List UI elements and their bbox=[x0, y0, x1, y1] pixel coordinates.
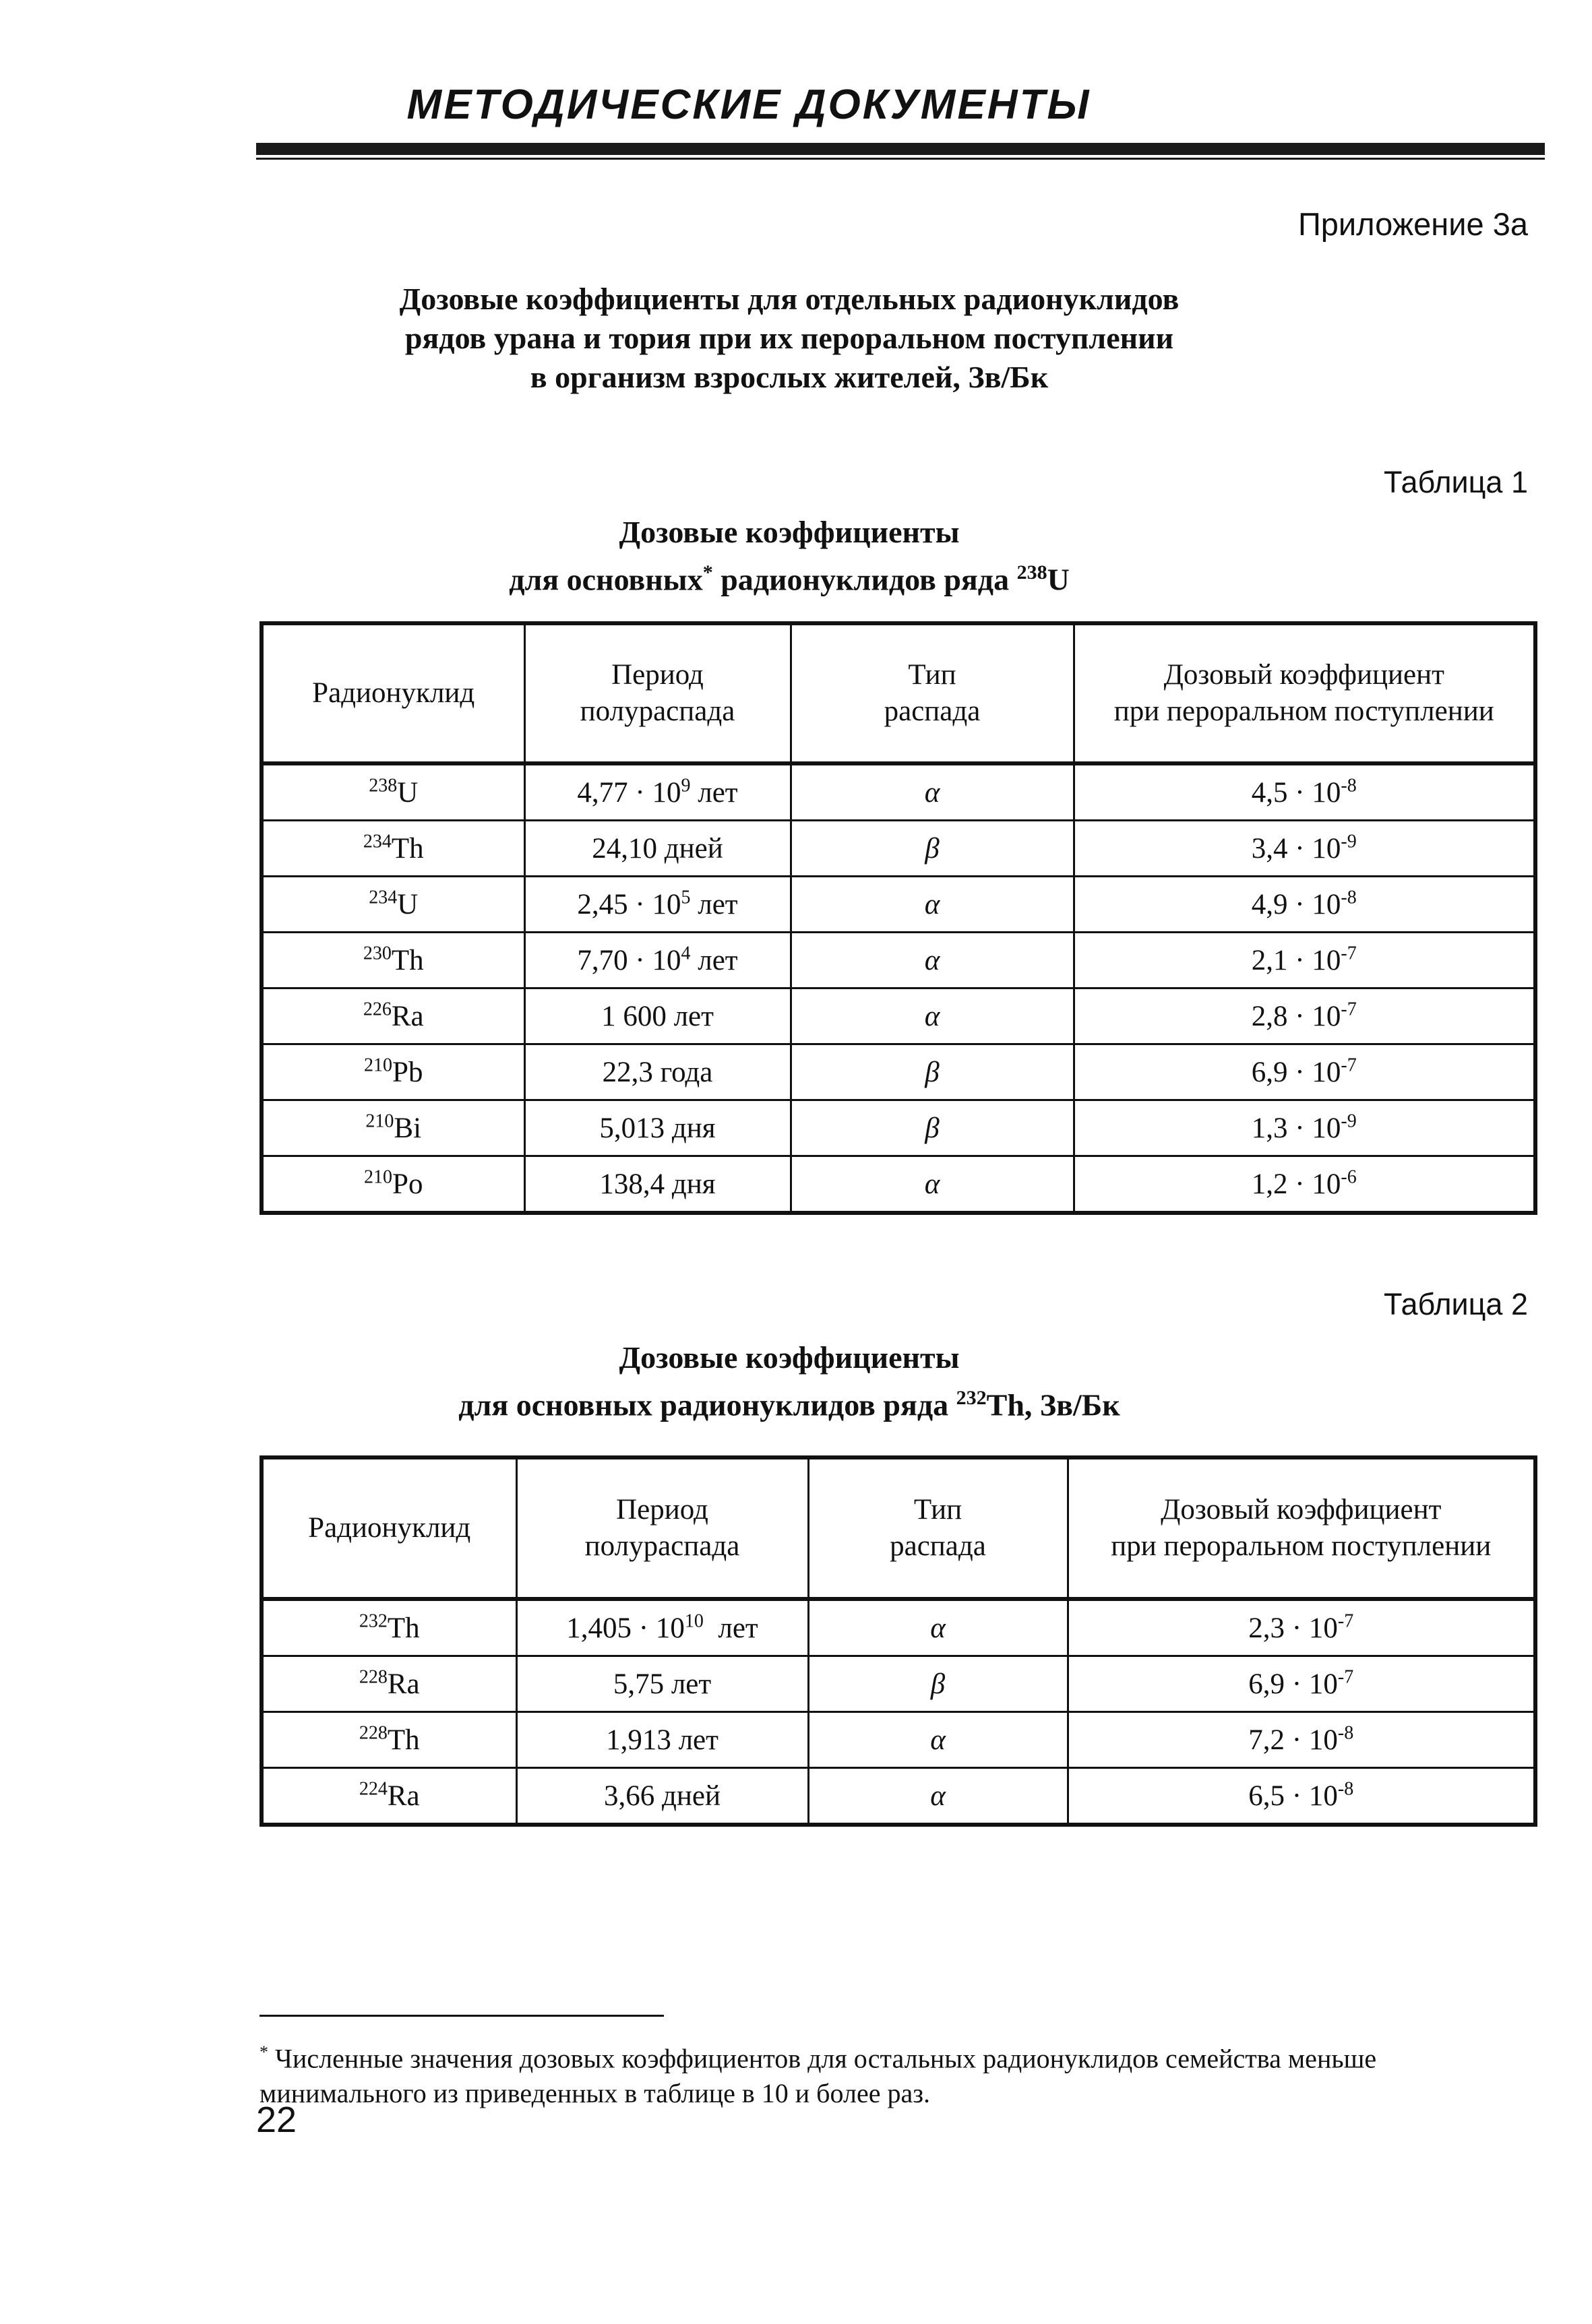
decay-type-cell: β bbox=[808, 1656, 1068, 1712]
table-row bbox=[262, 1599, 1535, 1656]
table-row bbox=[262, 1656, 1535, 1712]
document-title-line: в организм взрослых жителей, Зв/Бк bbox=[530, 360, 1049, 394]
header-rule-thin bbox=[256, 158, 1545, 160]
dose-coefficient-cell: $2,3 \cdot 10^{-7}$ bbox=[1068, 1599, 1535, 1656]
column-header-decay-type: Тип распада bbox=[791, 623, 1074, 763]
nuclide-cell: $^{210}$Bi bbox=[262, 1100, 524, 1156]
nuclide-cell: $^{232}$Th bbox=[262, 1599, 516, 1656]
half-life-cell: $2,45 \cdot 10^5$ лет bbox=[524, 877, 791, 933]
table-row bbox=[262, 1100, 1535, 1156]
nuclide-cell: $^{228}$Ra bbox=[262, 1656, 516, 1712]
table1-header-row bbox=[262, 623, 1535, 763]
nuclide-cell: $^{238}$U bbox=[262, 763, 524, 821]
table-row bbox=[262, 1712, 1535, 1768]
column-header-nuclide: Радионуклид bbox=[262, 1457, 516, 1599]
table1-title-line2: для основных* радионуклидов ряда $^{238}$U bbox=[509, 561, 1070, 597]
table2-title-line2: для основных радионуклидов ряда $^{232}$Th, Зв/Бк bbox=[458, 1387, 1120, 1422]
document-title-line: рядов урана и тория при их пероральном поступлении bbox=[404, 321, 1174, 355]
table-row bbox=[262, 1156, 1535, 1214]
dose-coefficient-cell: $6,9 \cdot 10^{-7}$ bbox=[1068, 1656, 1535, 1712]
column-header-half-life: Период полураспада bbox=[516, 1457, 808, 1599]
nuclide-cell: $^{210}$Po bbox=[262, 1156, 524, 1214]
document-title bbox=[0, 280, 1592, 397]
page-header-title: МЕТОДИЧЕСКИЕ ДОКУМЕНТЫ bbox=[406, 82, 1091, 128]
decay-type-cell: α bbox=[808, 1599, 1068, 1656]
half-life-cell: 5,75 лет bbox=[516, 1656, 808, 1712]
decay-type-cell: α bbox=[791, 1156, 1074, 1214]
table-row bbox=[262, 763, 1535, 821]
header-rule bbox=[256, 143, 1545, 155]
nuclide-cell: $^{234}$Th bbox=[262, 821, 524, 877]
column-header-decay-type: Тип распада bbox=[808, 1457, 1068, 1599]
table1-title-line1: Дозовые коэффициенты bbox=[619, 515, 960, 549]
decay-type-cell: β bbox=[791, 1100, 1074, 1156]
half-life-cell: 24,10 дней bbox=[524, 821, 791, 877]
dose-coefficient-cell: $4,5 \cdot 10^{-8}$ bbox=[1074, 763, 1535, 821]
table2-body bbox=[262, 1599, 1535, 1825]
table1 bbox=[259, 621, 1537, 1215]
table-row bbox=[262, 933, 1535, 988]
decay-type-cell: β bbox=[791, 821, 1074, 877]
dose-coefficient-cell: $1,3 \cdot 10^{-9}$ bbox=[1074, 1100, 1535, 1156]
half-life-cell: 138,4 дня bbox=[524, 1156, 791, 1214]
table-row bbox=[262, 877, 1535, 933]
table1-title bbox=[0, 512, 1592, 600]
table1-label: Таблица 1 bbox=[1384, 465, 1528, 499]
dose-coefficient-cell: $2,8 \cdot 10^{-7}$ bbox=[1074, 988, 1535, 1044]
half-life-cell: 22,3 года bbox=[524, 1044, 791, 1100]
page-number: 22 bbox=[256, 2100, 297, 2140]
decay-type-cell: α bbox=[808, 1768, 1068, 1825]
half-life-cell: 3,66 дней bbox=[516, 1768, 808, 1825]
dose-coefficient-cell: $3,4 \cdot 10^{-9}$ bbox=[1074, 821, 1535, 877]
table-row bbox=[262, 821, 1535, 877]
table-row bbox=[262, 1044, 1535, 1100]
document-title-line: Дозовые коэффициенты для отдельных радионуклидов bbox=[399, 282, 1180, 316]
dose-coefficient-cell: $1,2 \cdot 10^{-6}$ bbox=[1074, 1156, 1535, 1214]
appendix-label: Приложение 3а bbox=[1297, 206, 1528, 242]
table2 bbox=[259, 1455, 1537, 1827]
nuclide-cell: $^{226}$Ra bbox=[262, 988, 524, 1044]
half-life-cell: $4,77 \cdot 10^9$ лет bbox=[524, 763, 791, 821]
table1-body bbox=[262, 763, 1535, 1213]
footnote: * Численные значения дозовых коэффициентов для остальных радионуклидов семейства меньше минимального из приведенных в таблице в 10 и более раз. bbox=[259, 2042, 1377, 2109]
table2-title-line1: Дозовые коэффициенты bbox=[619, 1340, 960, 1375]
decay-type-cell: α bbox=[791, 763, 1074, 821]
half-life-cell: 1 600 лет bbox=[524, 988, 791, 1044]
column-header-half-life: Период полураспада bbox=[524, 623, 791, 763]
footnote-rule bbox=[259, 2015, 664, 2017]
nuclide-cell: $^{234}$U bbox=[262, 877, 524, 933]
table2-title bbox=[0, 1338, 1592, 1425]
half-life-cell: 1,913 лет bbox=[516, 1712, 808, 1768]
dose-coefficient-cell: $2,1 \cdot 10^{-7}$ bbox=[1074, 933, 1535, 988]
nuclide-cell: $^{210}$Pb bbox=[262, 1044, 524, 1100]
nuclide-cell: $^{224}$Ra bbox=[262, 1768, 516, 1825]
nuclide-cell: $^{228}$Th bbox=[262, 1712, 516, 1768]
table-row bbox=[262, 988, 1535, 1044]
table2-label: Таблица 2 bbox=[1384, 1287, 1528, 1321]
dose-coefficient-cell: $6,5 \cdot 10^{-8}$ bbox=[1068, 1768, 1535, 1825]
dose-coefficient-cell: $4,9 \cdot 10^{-8}$ bbox=[1074, 877, 1535, 933]
column-header-dose-coefficient: Дозовый коэффициент при пероральном поступлении bbox=[1074, 623, 1535, 763]
column-header-dose-coefficient: Дозовый коэффициент при пероральном поступлении bbox=[1068, 1457, 1535, 1599]
nuclide-cell: $^{230}$Th bbox=[262, 933, 524, 988]
dose-coefficient-cell: $7,2 \cdot 10^{-8}$ bbox=[1068, 1712, 1535, 1768]
dose-coefficient-cell: $6,9 \cdot 10^{-7}$ bbox=[1074, 1044, 1535, 1100]
table2-header-row bbox=[262, 1457, 1535, 1599]
table-row bbox=[262, 1768, 1535, 1825]
column-header-nuclide: Радионуклид bbox=[262, 623, 524, 763]
decay-type-cell: β bbox=[791, 1044, 1074, 1100]
half-life-cell: $1,405 \cdot 10^{10}$ лет bbox=[516, 1599, 808, 1656]
decay-type-cell: α bbox=[791, 877, 1074, 933]
half-life-cell: $7,70 \cdot 10^4$ лет bbox=[524, 933, 791, 988]
decay-type-cell: α bbox=[791, 988, 1074, 1044]
half-life-cell: 5,013 дня bbox=[524, 1100, 791, 1156]
decay-type-cell: α bbox=[791, 933, 1074, 988]
decay-type-cell: α bbox=[808, 1712, 1068, 1768]
